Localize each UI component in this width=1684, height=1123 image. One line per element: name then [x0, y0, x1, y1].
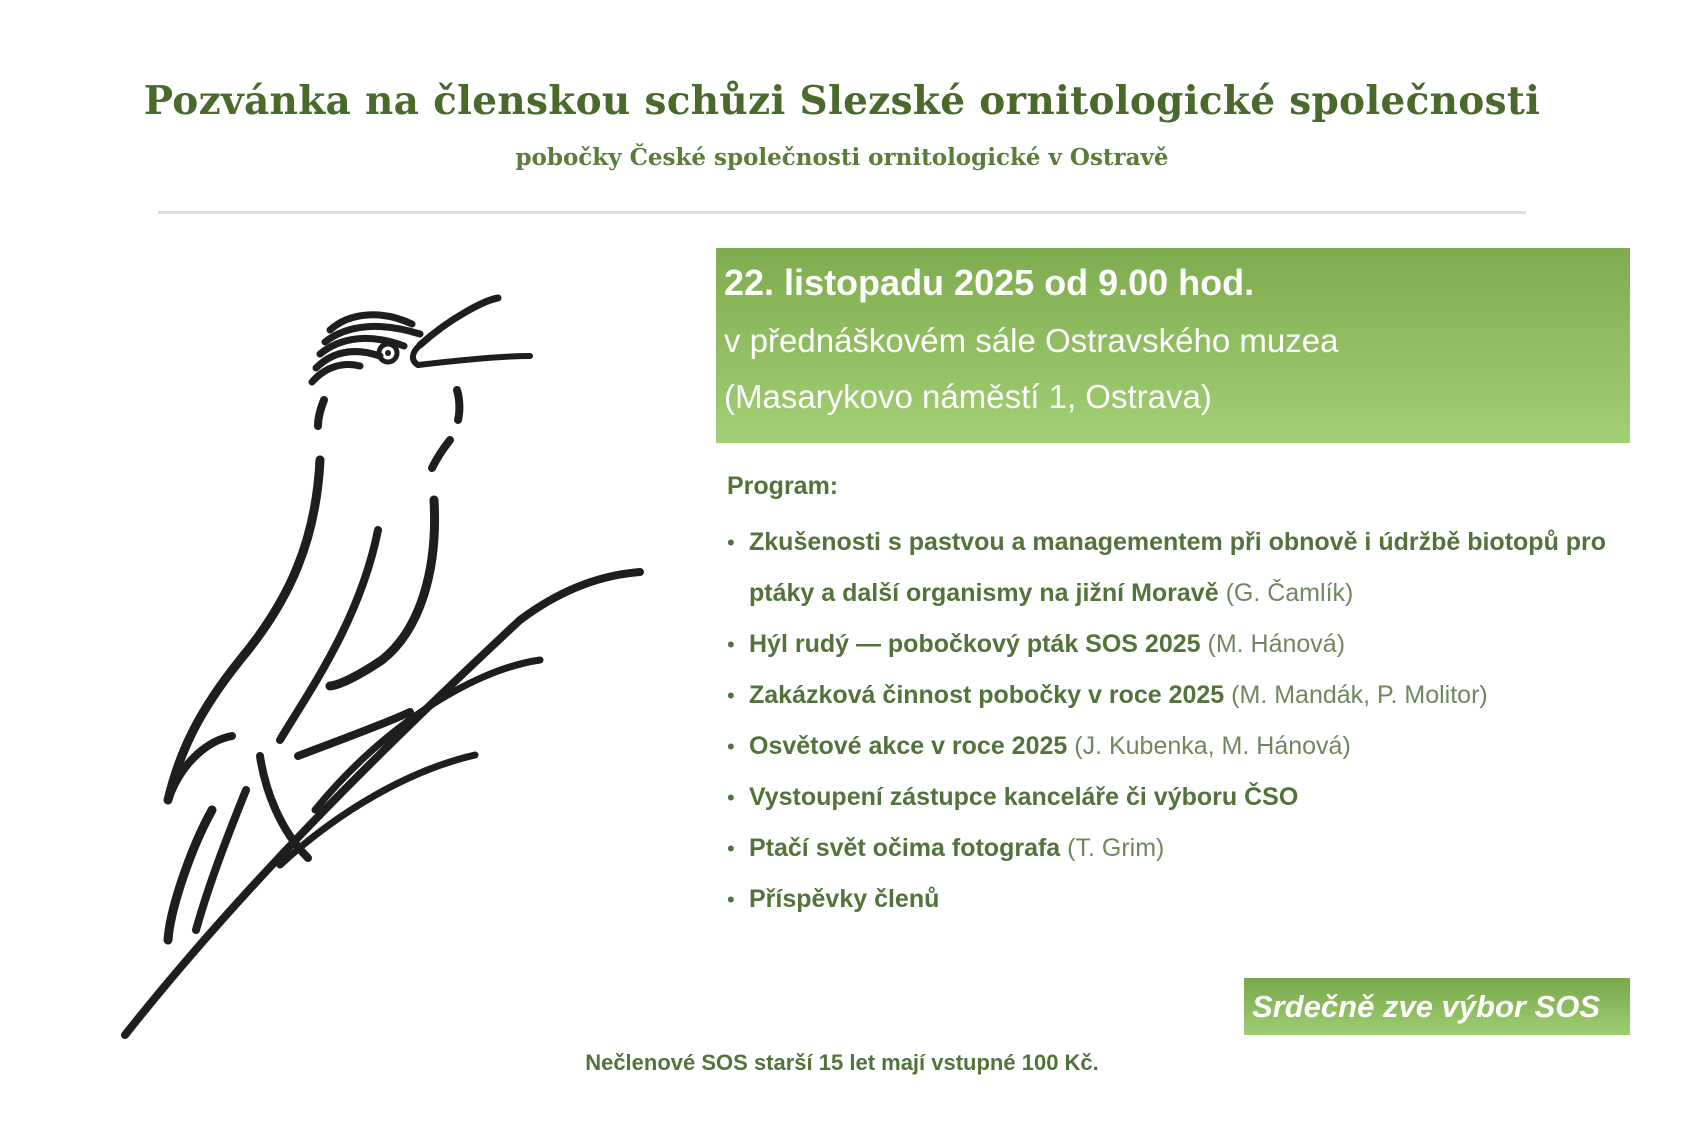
program-item-speaker: (T. Grim): [1067, 834, 1165, 862]
program-heading: Program:: [727, 472, 839, 500]
bullet-icon: •: [727, 785, 735, 810]
program-item: [727, 772, 1627, 823]
bullet-icon: •: [727, 836, 735, 861]
bullet-icon: •: [727, 887, 735, 912]
program-item: [727, 823, 1627, 874]
bullet-icon: •: [727, 632, 735, 657]
bullet-icon: •: [727, 734, 735, 759]
program-item-topic: Hýl rudý — pobočkový pták SOS 2025: [749, 630, 1201, 658]
bullet-icon: •: [727, 530, 735, 555]
invitation-subtitle: pobočky České společnosti ornitologické v Ostravě: [515, 144, 1169, 171]
program-item: [727, 670, 1627, 721]
event-info-box: [716, 248, 1630, 443]
program-item-topic: Vystoupení zástupce kanceláře či výboru ČSO: [749, 783, 1299, 811]
event-date-time: 22. listopadu 2025 od 9.00 hod.: [724, 262, 1255, 303]
program-item-speaker: (G. Čamlík): [1225, 579, 1354, 607]
bullet-icon: •: [727, 683, 735, 708]
entrance-fee-note: Nečlenové SOS starší 15 let mají vstupné 100 Kč.: [585, 1050, 1099, 1075]
event-place: v přednáškovém sále Ostravského muzea: [724, 322, 1339, 359]
program-item-topic: Zkušenosti s pastvou a managementem při obnově i údržbě biotopů pro ptáky a další organismy na jižní Moravě: [749, 528, 1607, 607]
program-item-topic: Příspěvky členů: [749, 885, 940, 913]
program-item: [727, 721, 1627, 772]
program-item: [727, 619, 1627, 670]
program-item-speaker: (M. Mandák, P. Molitor): [1231, 681, 1488, 709]
program-item: [727, 517, 1627, 619]
program-item-speaker: (M. Hánová): [1207, 630, 1346, 658]
program-item: [727, 874, 1627, 925]
songbird-line-drawing-icon: [120, 290, 660, 1050]
program-item-speaker: (J. Kubenka, M. Hánová): [1074, 732, 1351, 760]
invitation-signoff: Srdečně zve výbor SOS: [1244, 978, 1630, 1035]
header-divider: [158, 211, 1526, 214]
program-item-topic: Osvětové akce v roce 2025: [749, 732, 1068, 760]
program-list: [727, 517, 1627, 925]
program-item-topic: Ptačí svět očima fotografa: [749, 834, 1061, 862]
event-address: (Masarykovo náměstí 1, Ostrava): [724, 378, 1212, 415]
invitation-title: Pozvánka na členskou schůzi Slezské ornitologické společnosti: [143, 78, 1541, 124]
program-item-topic: Zakázková činnost pobočky v roce 2025: [749, 681, 1225, 709]
